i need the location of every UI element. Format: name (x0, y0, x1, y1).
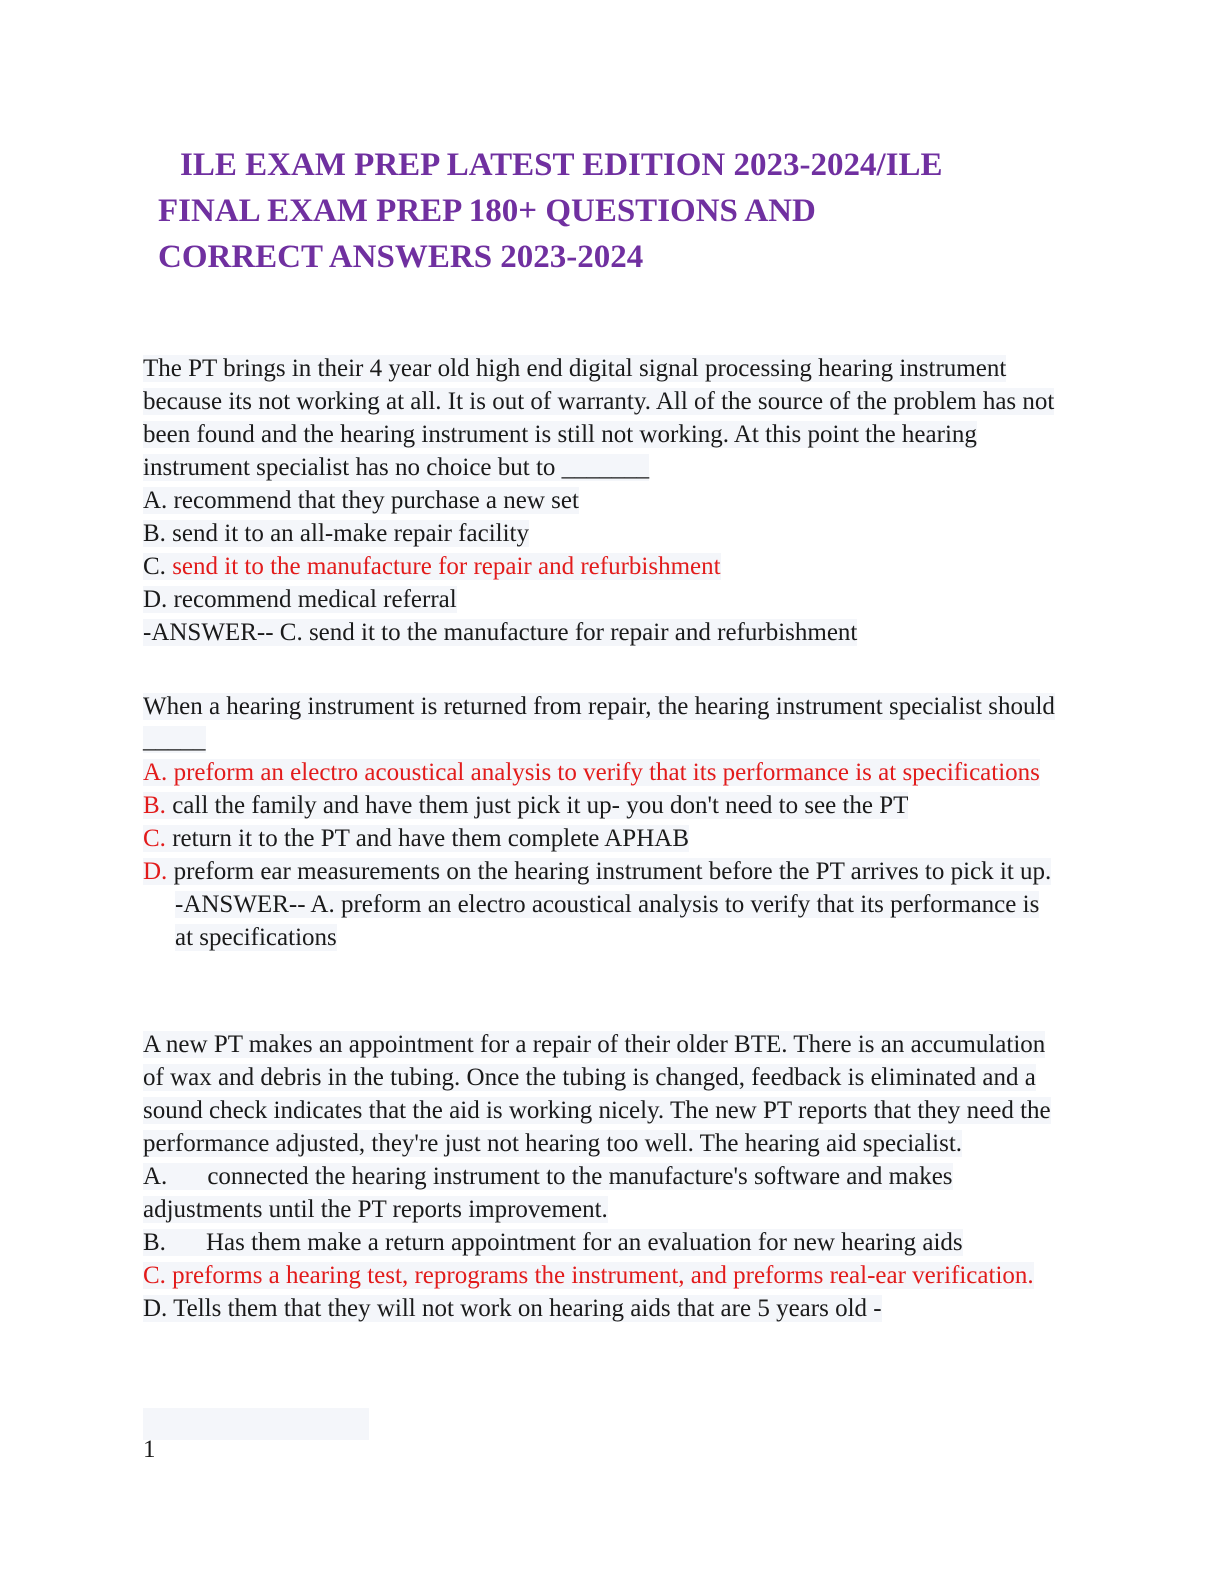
question-2-option-c: C. return it to the PT and have them complete APHAB (143, 825, 689, 852)
question-1-option-d: D. recommend medical referral (143, 586, 457, 613)
title-line-1: ILE EXAM PREP LATEST EDITION 2023-2024/ILE (180, 147, 943, 183)
question-1-option-c: C. send it to the manufacture for repair and refurbishment (143, 553, 721, 580)
question-1-option-a: A. recommend that they purchase a new set (143, 487, 579, 514)
question-1-stem: The PT brings in their 4 year old high end digital signal processing hearing instrument because its not working at all. It is out of warranty. All of the source of the problem has not been found and the hearing instrument is still not working. At this point the hearing instrument specialist has no choice but to _______ (143, 355, 1055, 481)
question-1-option-c-correct: send it to the manufacture for repair and refurbishment (172, 553, 721, 580)
text-shading-block (143, 1408, 369, 1440)
question-2-option-b: B. call the family and have them just pick it up- you don't need to see the PT (143, 792, 909, 819)
question-2-option-a: A. preform an electro acoustical analysis to verify that its performance is at specifications (143, 759, 1040, 786)
document-title (158, 142, 1118, 280)
question-2-stem: When a hearing instrument is returned from repair, the hearing instrument specialist should _____ (143, 693, 1055, 753)
title-line-2: FINAL EXAM PREP 180+ QUESTIONS AND (158, 193, 816, 229)
question-1-option-b: B. send it to an all-make repair facility (143, 520, 529, 547)
question-1 (143, 352, 1063, 649)
question-3-option-c: C. preforms a hearing test, reprograms the instrument, and preforms real-ear verification. (143, 1262, 1034, 1289)
question-3-option-a: A. connected the hearing instrument to the manufacture's software and makes adjustments until the PT reports improvement. (143, 1163, 953, 1223)
title-line-3: CORRECT ANSWERS 2023-2024 (158, 239, 644, 275)
question-3-option-b: B. Has them make a return appointment for an evaluation for new hearing aids (143, 1229, 963, 1256)
page-number: 1 (143, 1436, 156, 1463)
question-3-stem: A new PT makes an appointment for a repair of their older BTE. There is an accumulation of wax and debris in the tubing. Once the tubing is changed, feedback is eliminated and a sound check indicates that the aid is working nicely. The new PT reports that they need the performance adjusted, they're just not hearing too well. The hearing aid specialist. (143, 1031, 1051, 1157)
question-2 (143, 690, 1063, 954)
question-3-option-d: D. Tells them that they will not work on hearing aids that are 5 years old - (143, 1295, 882, 1322)
question-2-option-d: D. preform ear measurements on the hearing instrument before the PT arrives to pick it up. -ANSWER-- A. preform an electro acoustical analysis to verify that its performance is at specifications (143, 858, 1052, 951)
question-1-answer: -ANSWER-- C. send it to the manufacture for repair and refurbishment (143, 619, 858, 646)
question-3 (143, 1028, 1063, 1325)
